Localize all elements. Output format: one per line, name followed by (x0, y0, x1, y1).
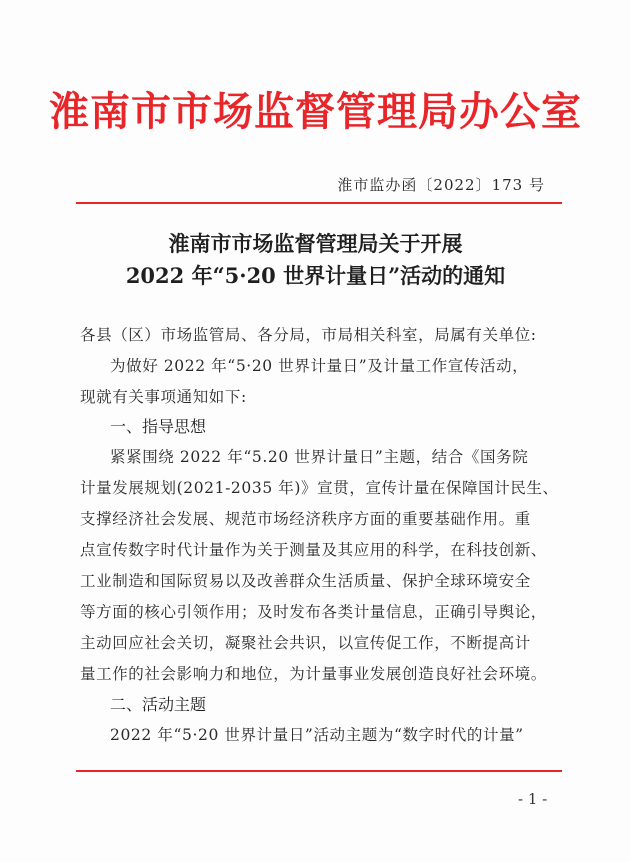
section-1-line-8: 量工作的社会影响力和地位，为计量事业发展创造良好社会环境。 (80, 665, 547, 683)
document-title-line-1: 淮南市市场监督管理局关于开展 (168, 231, 463, 256)
section-1-line-1: 紧紧围绕 2022 年“5.20 世界计量日”主题，结合《国务院 (110, 448, 529, 466)
addressee-line: 各县（区）市场监管局、各分局，市局相关科室，局属有关单位: (80, 326, 537, 344)
document-title-line-2: 2022 年“5·20 世界计量日”活动的通知 (125, 263, 506, 288)
section-1-line-4: 点宣传数字时代计量作为关于测量及其应用的科学，在科技创新、 (80, 541, 547, 559)
footer-divider (76, 770, 562, 772)
section-1-line-6: 等方面的核心引领作用；及时发布各类计量信息，正确引导舆论， (80, 603, 547, 621)
issuer-header: 淮南市市场监督管理局办公室 (49, 88, 582, 135)
document-number: 淮市监办函〔2022〕173 号 (337, 176, 545, 194)
header-divider (76, 202, 562, 204)
section-1-line-3: 支撑经济社会发展、规范市场经济秩序方面的重要基础作用。重 (80, 510, 531, 528)
intro-line-2: 现就有关事项通知如下: (80, 388, 247, 406)
page-number: - 1 - (518, 790, 548, 808)
section-1-line-5: 工业制造和国际贸易以及改善群众生活质量、保护全球环境安全 (80, 572, 531, 590)
section-1-heading: 一、指导思想 (110, 417, 207, 436)
section-2-heading: 二、活动主题 (110, 695, 207, 714)
section-1-line-2: 计量发展规划(2021-2035 年)》宣贯，宣传计量在保障国计民生、 (80, 479, 559, 497)
section-2-line-1: 2022 年“5·20 世界计量日”活动主题为“数字时代的计量” (110, 726, 524, 744)
section-1-line-7: 主动回应社会关切，凝聚社会共识，以宣传促工作，不断提高计 (80, 634, 531, 652)
intro-line-1: 为做好 2022 年“5·20 世界计量日”及计量工作宣传活动， (110, 357, 529, 375)
